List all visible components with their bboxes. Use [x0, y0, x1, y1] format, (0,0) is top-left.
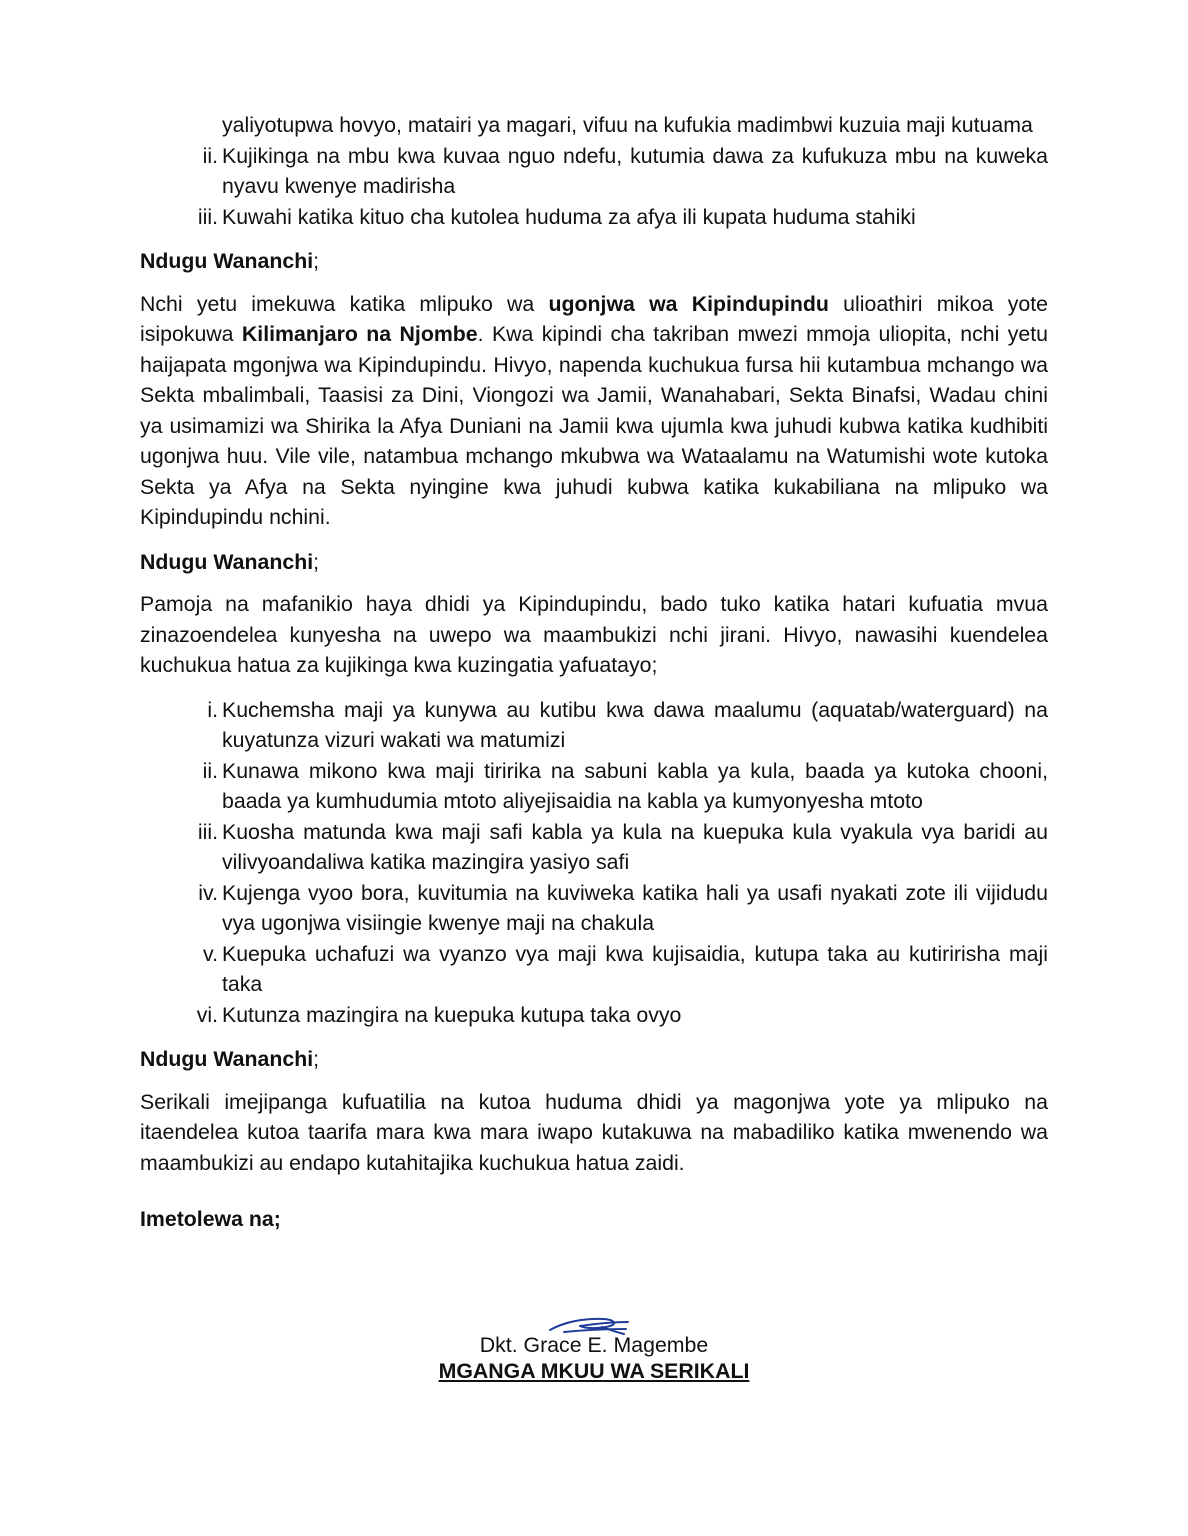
list-number: iv.	[198, 880, 218, 905]
signatory-title: MGANGA MKUU WA SERIKALI	[438, 1359, 750, 1383]
list-number: i.	[207, 697, 218, 722]
heading-punct: ;	[313, 1047, 320, 1071]
list-item-text: yaliyotupwa hovyo, matairi ya magari, vifuu na kufukia madimbwi kuzuia maji kutuama	[222, 113, 1033, 137]
para-bold-text: Kilimanjaro na Njombe	[241, 322, 478, 346]
prevention-list	[140, 695, 1048, 1031]
list-item	[140, 878, 1048, 939]
paragraph-government: Serikali imejipanga kufuatilia na kutoa huduma dhidi ya magonjwa yote ya mlipuko na itaendelea kutoa taarifa mara kwa mara iwapo kutakuwa na mabadiliko katika mwenendo wa maambukizi au endapo kutahitajika kuchukua hatua zaidi.	[140, 1089, 1048, 1175]
top-list	[140, 110, 1048, 232]
list-number: vi.	[196, 1002, 218, 1027]
list-item	[140, 817, 1048, 878]
list-item-text: Kujenga vyoo bora, kuvitumia na kuviweka katika hali ya usafi nyakati zote ili vijidudu vya ugonjwa visiingie kwenye maji na chakula	[222, 880, 1048, 935]
list-item	[140, 695, 1048, 756]
list-number: ii.	[202, 143, 218, 168]
list-item-text: Kutunza mazingira na kuepuka kutupa taka ovyo	[222, 1002, 682, 1027]
section-heading	[140, 547, 1048, 578]
list-item	[140, 756, 1048, 817]
paragraph-risk: Pamoja na mafanikio haya dhidi ya Kipindupindu, bado tuko katika hatari kufuatia mvua zinazoendelea kunyesha na uwepo wa maambukizi nchi jirani. Hivyo, nawasihi kuendelea kuchukua hatua za kujikinga kwa kuzingatia yafuatayo;	[140, 592, 1048, 677]
section-heading	[140, 1044, 1048, 1075]
para-bold-text: ugonjwa wa Kipindupindu	[548, 291, 829, 316]
paragraph-outbreak	[140, 289, 1048, 533]
signature-block	[0, 1310, 1188, 1384]
list-item-text: Kujikinga na mbu kwa kuvaa nguo ndefu, kutumia dawa za kufukuza mbu na kuweka nyavu kwenye madirisha	[222, 143, 1048, 198]
list-item-text: Kuchemsha maji ya kunywa au kutibu kwa dawa maalumu (aquatab/waterguard) na kuyatunza vizuri wakati wa matumizi	[222, 697, 1048, 752]
list-item	[140, 141, 1048, 202]
list-item-text: Kuwahi katika kituo cha kutolea huduma za afya ili kupata huduma stahiki	[222, 204, 916, 229]
heading-text: Ndugu Wananchi	[140, 549, 314, 574]
section-heading	[140, 246, 1048, 277]
list-item	[140, 110, 1048, 141]
list-number: iii.	[197, 204, 218, 229]
list-item-text: Kuepuka uchafuzi wa vyanzo vya maji kwa kujisaidia, kutupa taka au kutiririsha maji taka	[222, 941, 1048, 996]
para-text: ulioathiri mikoa yote isipokuwa	[140, 291, 1048, 346]
list-number: v.	[203, 941, 218, 966]
para-text: Nchi yetu imekuwa katika mlipuko wa	[140, 291, 549, 316]
list-item-text: Kunawa mikono kwa maji tiririka na sabuni kabla ya kula, baada ya kutoka chooni, baada ya kumhudumia mtoto aliyejisaidia na kabla ya kumyonyesha mtoto	[222, 758, 1048, 813]
heading-punct: ;	[313, 549, 320, 574]
issued-by-label: Imetolewa na;	[140, 1207, 281, 1231]
heading-punct: ;	[313, 249, 320, 273]
signatory-name: Dkt. Grace E. Magembe	[479, 1333, 709, 1357]
document-page	[140, 110, 1048, 1247]
heading-text: Ndugu Wananchi	[140, 249, 314, 273]
list-item	[140, 939, 1048, 1000]
para-text: . Kwa kipindi cha takriban mwezi mmoja uliopita, nchi yetu haijapata mgonjwa wa Kipindupindu. Hivyo, napenda kuchukua fursa hii kutambua mchango wa Sekta mbalimbali, Taasisi za Dini, Viongozi wa Jamii, Wanahabari, Sekta Binafsi, Wadau chini ya usimamizi wa Shirika la Afya Duniani na Jamii kwa ujumla kwa juhudi kubwa katika kudhibiti ugonjwa huu. Vile vile, natambua mchango mkubwa wa Wataalamu na Watumishi wote kutoka Sekta ya Afya na Sekta nyingine kwa juhudi kubwa katika kukabiliana na mlipuko wa Kipindupindu nchini.	[140, 322, 1048, 529]
list-number: iii.	[197, 819, 218, 844]
list-item	[140, 1000, 1048, 1031]
list-item-text: Kuosha matunda kwa maji safi kabla ya kula na kuepuka kula vyakula vya baridi au vilivyoandaliwa katika mazingira yasiyo safi	[222, 819, 1048, 874]
heading-text: Ndugu Wananchi	[140, 1047, 314, 1071]
list-number: ii.	[202, 758, 218, 783]
list-item	[140, 202, 1048, 233]
